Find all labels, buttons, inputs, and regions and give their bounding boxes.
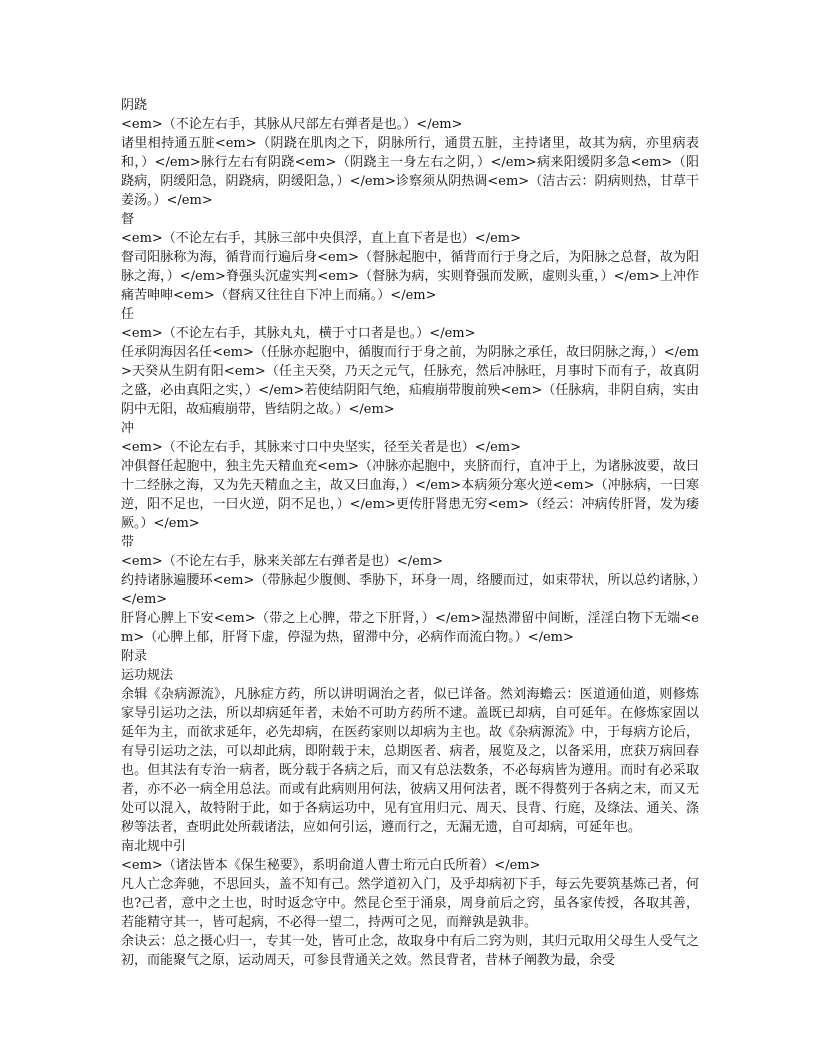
- heading-dai: 带: [121, 535, 135, 550]
- verse-paragraph: 督司阳脉称为海，循背而行遍后身<em>（督脉起胞中，循背而行于身之后，为阳脉之总督，故为阳脉之海，）</em>脊强头沉虚实判<em>（督脉为病，实则脊强而发厥，虚则头重，）</em>上冲作痛苦呻呻<em>（督病又往往自下冲上而痛。）</em>: [121, 250, 699, 303]
- heading-yinqiao: 阴跷: [121, 98, 148, 113]
- verse-paragraph: 约持诸脉遍腰环<em>（带脉起少腹侧、季胁下，环身一周，络腰而过，如束带状，所以总约诸脉，）</em>: [121, 573, 699, 607]
- heading-appendix: 附录: [121, 649, 148, 664]
- heading-du: 督: [121, 212, 135, 227]
- verse-paragraph: 肝肾心脾上下安<em>（带之上心脾，带之下肝肾，）</em>湿热滞留中间断，淫淫白物下无端<em>（心脾上郁，肝肾下虚，停湿为热，留滞中分，必病作而流白物。）</em>: [121, 611, 699, 645]
- body-paragraph: 余诀云：总之摄心归一，专其一处，皆可止念，故取身中有后二窍为则，其归元取用父母生人受气之初，而能聚气之原，运动周天，可参艮背通关之效。然艮背者，昔林子阐教为最，余受: [121, 934, 699, 968]
- heading-chong: 冲: [121, 421, 135, 436]
- source-note: <em>（诸法皆本《保生秘要》，系明俞道人曹士珩元白氏所着）</em>: [121, 858, 541, 873]
- body-paragraph: 凡人亡念奔驰，不思回头，盖不知有己。然学道初入门，及乎却病初下手，每云先要筑基炼己者，何也?己者，意中之土也，时时返念守中。然昆仑至于涌泉，周身前后之窍，虽各家传授，各取其善，若能精守其一，皆可起病，不必得一望二，持两可之见，而辩孰是孰非。: [121, 877, 699, 930]
- body-paragraph: 余辑《杂病源流》，凡脉症方药，所以讲明调治之者，似已详备。然刘海蟾云：医道通仙道，则修炼家导引运功之法，所以却病延年者，未始不可助方药所不逮。盖既已却病，自可延年。在修炼家固以延年为主，而欲求延年，必先却病，在医药家则以却病为主也。故《杂病源流》中，于每病方论后，有导引运功之法，可以却此病，即附载于末，总期医者、病者，展览及之，以备采用，庶获万病回春也。但其法有专治一病者，既分载于各病之后，而又有总法数条，不必每病皆为遵用。而时有必采取者，亦不必一病全用总法。而或有此病则用何法，彼病又用何法者，既不得赘列于各病之末，而又无处可以混入，故特附于此，如于各病运功中，见有宜用归元、周天、艮背、行庭，及绦法、通关、涤秽等法者，查明此处所载诸法，应如何引运，遵而行之，无漏无遗，自可却病，可延年也。: [121, 687, 699, 835]
- verse-paragraph: 冲俱督任起胞中，独主先天精血充<em>（冲脉亦起胞中，夹脐而行，直冲于上，为诸脉波要，故曰十二经脉之海，又为先天精血之主，故又曰血海，）</em>本病须分寒火逆<em>（冲脉病，一曰寒逆，阳不足也，一曰火逆，阴不足也，）</em>更传肝肾患无穷<em>（经云：冲病传肝肾，发为痿厥。）</em>: [121, 459, 699, 531]
- heading-guide: 南北规中引: [121, 839, 187, 854]
- pulse-note: <em>（不论左右手，脉来关部左右弹者是也）</em>: [121, 554, 443, 569]
- heading-ren: 任: [121, 307, 135, 322]
- pulse-note: <em>（不论左右手，其脉从尺部左右弹者是也。）</em>: [121, 117, 463, 132]
- verse-paragraph: 诸里相持通五脏<em>（阴跷在肌肉之下，阴脉所行，通贯五脏，主持诸里，故其为病，亦里病表和，）</em>脉行左右有阴跷<em>（阴跷主一身左右之阴，）</em>病来阳缓阴多急<em>（阳跷病，阴缓阳急，阴跷病，阴缓阳急，）</em>诊察须从阴热调<em>（洁古云：阴病则热，甘草干姜汤。）</em>: [121, 136, 699, 208]
- document-page: [121, 96, 699, 970]
- pulse-note: <em>（不论左右手，其脉丸丸，横于寸口者是也。）</em>: [121, 326, 476, 341]
- pulse-note: <em>（不论左右手，其脉三部中央俱浮，直上直下者是也）</em>: [121, 231, 521, 246]
- pulse-note: <em>（不论左右手，其脉来寸口中央坚实，径至关者是也）</em>: [121, 440, 521, 455]
- heading-method: 运功规法: [121, 668, 174, 683]
- verse-paragraph: 任承阴海因名任<em>（任脉亦起胞中，循腹而行于身之前，为阴脉之承任，故曰阴脉之海，）</em>天癸从生阴有阳<em>（任主天癸，乃天之元气，任脉充，然后冲脉旺，月事时下而有子，故真阴之盛，必由真阳之实，）</em>若使结阴阳气绝，疝瘕崩带腹前殃<em>（任脉病，非阴自病，实由阴中无阳，故疝瘕崩带，皆结阴之故。）</em>: [121, 345, 699, 417]
